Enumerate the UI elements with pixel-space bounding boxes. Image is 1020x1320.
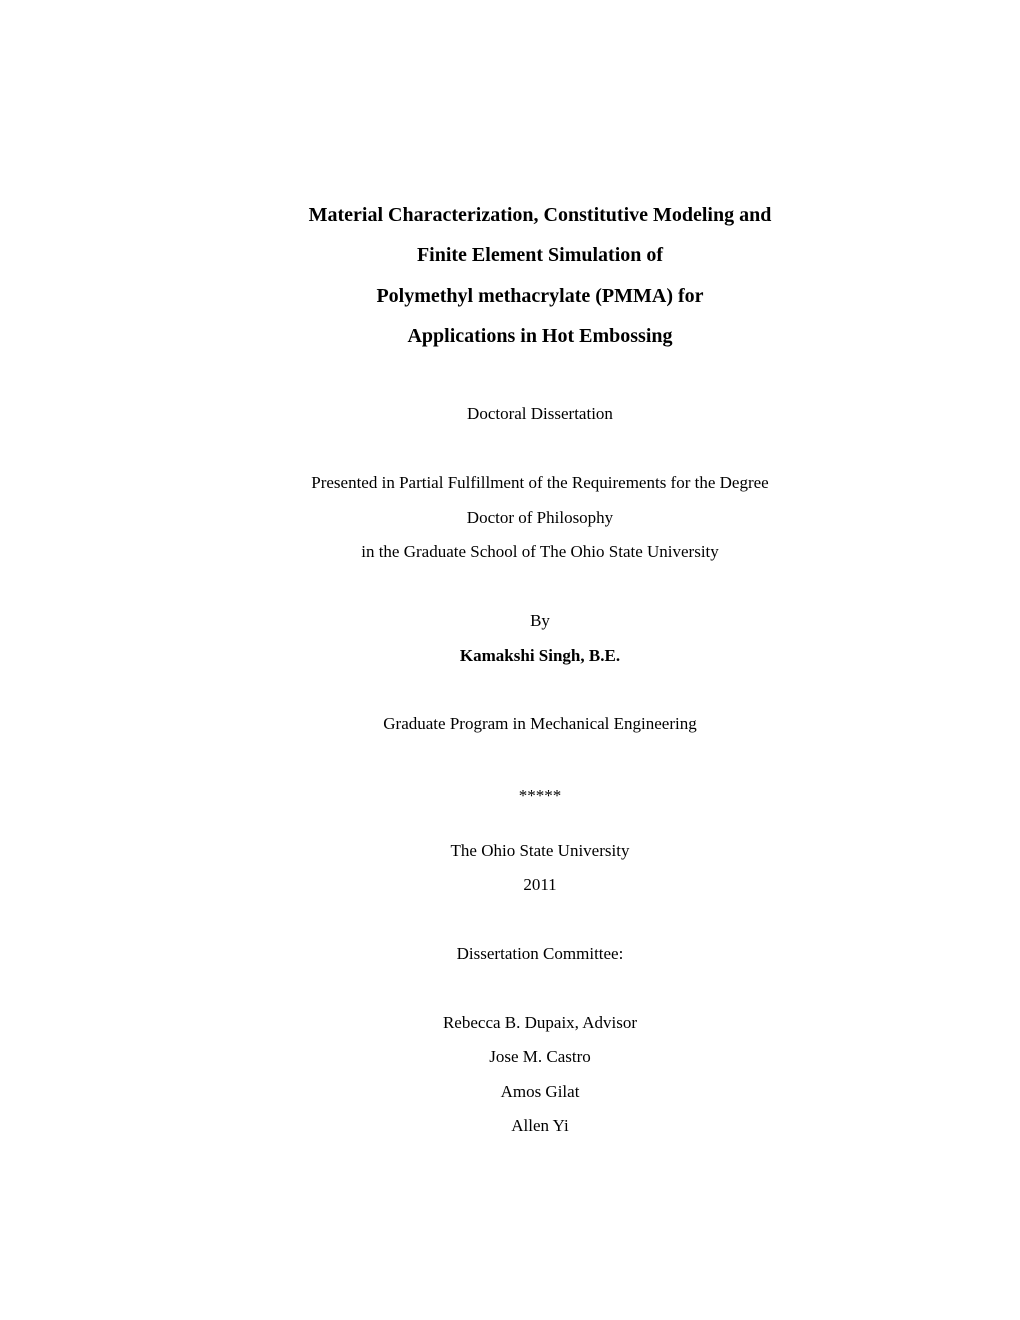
author-name: Kamakshi Singh, B.E. [459, 646, 621, 665]
committee-member: Allen Yi [511, 1116, 569, 1135]
doc-type: Doctoral Dissertation [467, 404, 613, 423]
committee-member: Rebecca B. Dupaix, Advisor [442, 1013, 638, 1032]
graduate-program: Graduate Program in Mechanical Engineering [383, 714, 697, 733]
degree-statement-line-1: Presented in Partial Fulfillment of the Requirements for the Degree [311, 473, 769, 492]
degree-statement-line-3: in the Graduate School of The Ohio State University [361, 542, 719, 561]
year: 2011 [523, 875, 557, 894]
committee-member: Jose M. Castro [489, 1047, 591, 1066]
title-line-1: Material Characterization, Constitutive Modeling and [308, 204, 772, 226]
title-line-3: Polymethyl methacrylate (PMMA) for [376, 285, 704, 307]
committee-heading: Dissertation Committee: [456, 944, 624, 963]
committee-member: Amos Gilat [500, 1082, 580, 1101]
by-label: By [530, 611, 550, 630]
title-line-2: Finite Element Simulation of [416, 244, 664, 266]
separator-stars: ***** [518, 786, 562, 805]
institution: The Ohio State University [450, 841, 630, 860]
degree-name: Doctor of Philosophy [466, 508, 614, 527]
title-line-4: Applications in Hot Embossing [407, 325, 673, 347]
